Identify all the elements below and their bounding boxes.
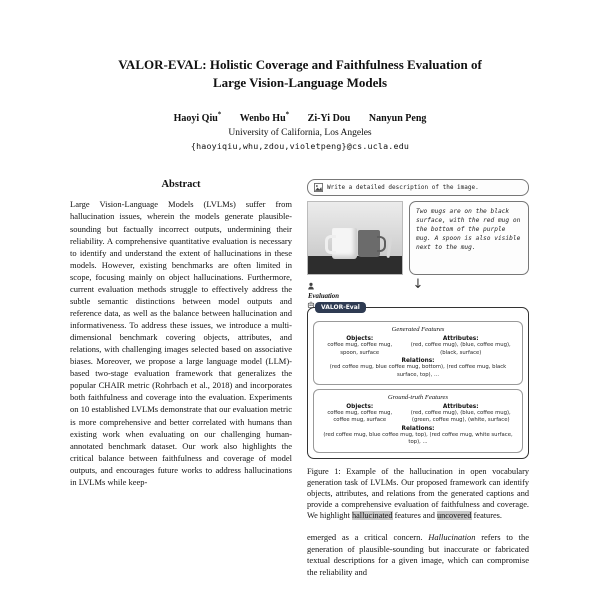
generated-attributes xyxy=(404,335,517,357)
generated-attributes-label: Attributes: xyxy=(442,336,479,343)
author-4: Nanyun Peng xyxy=(368,113,427,125)
two-column-body xyxy=(70,179,530,579)
image-prompt-icon xyxy=(314,179,323,197)
figure-1 xyxy=(307,179,529,521)
affiliation: University of California, Los Angeles xyxy=(228,128,372,139)
paper-title xyxy=(70,56,530,91)
left-column xyxy=(70,179,292,579)
generated-objects-values: coffee mug, coffee mug, spoon, surface xyxy=(327,342,393,356)
author-3: Zi-Yi Dou xyxy=(307,113,351,125)
intro-text-hallucination: Hallucination xyxy=(428,531,476,542)
author-1-mark: * xyxy=(217,111,222,120)
generated-relations-values: (red coffee mug, blue coffee mug, bottom), (red coffee mug, black surface, top), ... xyxy=(329,364,507,378)
ground-truth-features-box xyxy=(313,389,523,453)
ground-truth-attributes-values: (red, coffee mug), (blue, coffee mug), (green, coffee mug), (white, surface) xyxy=(410,410,511,424)
introduction-paragraph xyxy=(307,532,529,580)
author-2: Wenbo Hu* xyxy=(239,111,290,125)
figure-caption xyxy=(307,466,529,522)
figure-caption-highlight-hallucinated: hallucinated xyxy=(351,511,393,521)
figure-caption-highlight-uncovered: uncovered xyxy=(436,511,472,521)
generated-features-header: Generated Features xyxy=(391,326,445,334)
author-2-mark: * xyxy=(285,111,290,120)
paper-title-line2: Large Vision-Language Models xyxy=(212,74,388,90)
generated-attributes-values: (red, coffee mug), (blue, coffee mug), (black, surface) xyxy=(410,342,511,356)
ground-truth-features-columns xyxy=(319,403,517,425)
valor-eval-badge: VALOR-Eval xyxy=(315,302,366,313)
evaluation-label: Evaluation xyxy=(308,293,339,301)
ground-truth-objects xyxy=(319,403,400,425)
author-list xyxy=(70,111,530,124)
figure-caption-text-3: features. xyxy=(471,511,502,521)
prompt-text: Write a detailed description of the image. xyxy=(327,184,479,192)
model-response-bubble xyxy=(409,201,529,275)
paper-title-line1: VALOR-EVAL: Holistic Coverage and Faithfulness Evaluation of xyxy=(118,57,482,72)
generated-objects-label: Objects: xyxy=(346,336,374,343)
right-column xyxy=(307,179,529,579)
figure-caption-text-2: features and xyxy=(392,511,437,521)
ground-truth-attributes-label: Attributes: xyxy=(442,404,479,411)
ground-truth-relations-label: Relations: xyxy=(401,425,435,432)
ground-truth-attributes xyxy=(404,403,517,425)
photo-dark-mug xyxy=(358,230,380,257)
abstract-heading: Abstract xyxy=(161,179,201,191)
generated-features-box xyxy=(313,321,523,385)
intro-text-2: refers to the generation of plausible-sounding but inaccurate or fabricated textual descriptions for a given image, which can compromise the reliability and xyxy=(307,531,529,578)
arrow-down-icon: ↓ xyxy=(412,277,424,293)
intro-text-1: emerged as a critical concern. xyxy=(307,531,429,542)
model-response-text: Two mugs are on the black surface, with the red mug on the bottom of the purple mug. A spoon is also visible next to the mug. xyxy=(416,208,521,252)
evaluation-row xyxy=(307,277,529,305)
ground-truth-features-header: Ground-truth Features xyxy=(387,394,449,402)
author-1: Haoyi Qiu* xyxy=(173,111,222,125)
abstract-text: Large Vision-Language Models (LVLMs) suffer from hallucination issues, wherein the models generate plausible-sounding but factually incorrect outputs, undermining their reliability. A comprehensive quantitative evaluation is necessary to identify and understand the extent of hallucinations in these models. However, existing benchmarks are often limited in scope, focusing mainly on object hallucinations. Furthermore, current evaluation methods struggle to effectively address the subtle semantic distinctions between model outputs and reference data, as well as the balance between hallucination and informativeness. To address these issues, we introduce a multi-dimensional benchmark covering objects, attributes, and relations, with challenging images selected based on associative biases. Moreover, we propose a large language model (LLM)-based two-stage evaluation framework that generalizes the popular CHAIR metric (Rohrbach et al., 2018) and incorporates both faithfulness and coverage into the evaluation. Experiments on 10 established LVLMs demonstrate that our evaluation metric is more comprehensive and better correlated with humans than existing work when evaluating on our challenging human-annotated benchmark dataset. Our work also highlights the critical balance between faithfulness and coverage of model outputs, and encourages future works to address hallucinations in LVLMs while keep- xyxy=(70,199,292,487)
prompt-box xyxy=(307,179,529,196)
generated-relations-label: Relations: xyxy=(401,358,435,365)
photo-spoon xyxy=(386,236,392,258)
valor-eval-box xyxy=(307,304,529,458)
generated-objects xyxy=(319,335,400,357)
figure-io-row xyxy=(307,201,529,275)
generated-features-columns xyxy=(319,335,517,357)
mugs-photo xyxy=(307,201,403,275)
ground-truth-relations-values: (red coffee mug, blue coffee mug, top), (red coffee mug, white surface, top), ... xyxy=(323,431,513,446)
figure-caption-text-1: Figure 1: Example of the hallucination in open vocabulary generation task of LVLMs. Our proposed framework can identify objects, attributes, and relations from the generated captions and provide a comprehensive evaluation of faithfulness and coverage. We highlight xyxy=(307,466,529,521)
contact-email: {haoyiqiu,whu,zdou,violetpeng}@cs.ucla.edu xyxy=(190,141,410,152)
photo-surface xyxy=(308,256,402,274)
ground-truth-objects-label: Objects: xyxy=(346,404,374,411)
ground-truth-objects-values: coffee mug, coffee mug, coffee mug, surface xyxy=(327,410,393,424)
photo-white-mug xyxy=(332,228,357,259)
